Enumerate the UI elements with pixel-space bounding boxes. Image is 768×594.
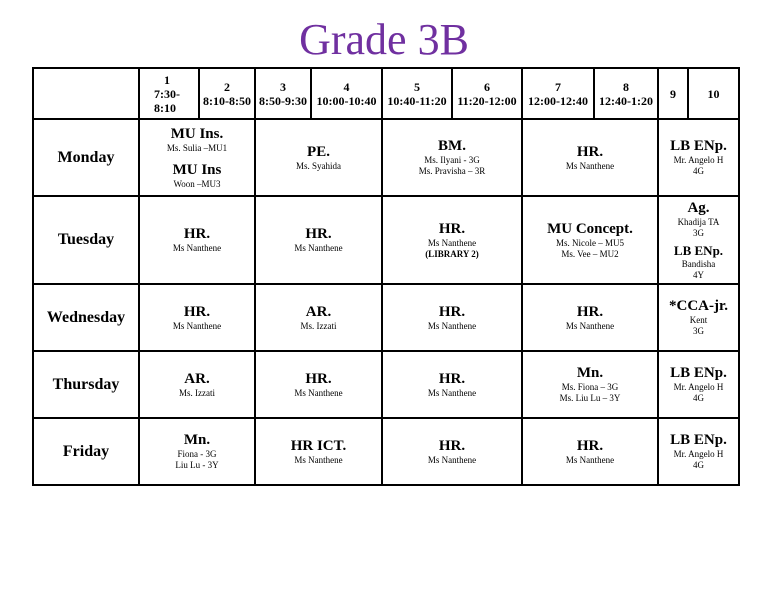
lesson-cell	[522, 418, 658, 485]
period-time: 8:10-8:50	[203, 93, 251, 108]
lesson-cell	[658, 418, 739, 485]
lesson-cell	[139, 351, 255, 418]
teacher: Ms Nanthene	[172, 243, 222, 253]
teacher: Ms. Izzati	[300, 320, 337, 331]
period-header	[382, 68, 452, 119]
subject: BM.	[438, 138, 466, 154]
subject: HR.	[438, 437, 466, 454]
lesson-cell	[382, 196, 522, 284]
teacher: Ms Nanthene	[427, 237, 477, 248]
subject: MU Concept.	[547, 220, 633, 237]
teacher: Kent	[689, 315, 708, 325]
period-number: 4	[343, 79, 350, 94]
teacher: Ms. Izzati	[179, 387, 215, 398]
period-header	[522, 68, 594, 119]
lesson-cell	[139, 119, 255, 196]
period-header	[688, 68, 739, 119]
table-row	[33, 418, 739, 485]
period-number: 8	[623, 79, 629, 94]
lesson-cell	[522, 119, 658, 196]
subject: LB ENp.	[673, 242, 724, 258]
period-number: 6	[484, 79, 490, 94]
table-row	[33, 119, 739, 196]
teacher: Ms Nanthene	[427, 387, 477, 398]
teacher: Ms Nanthene	[172, 320, 222, 331]
lesson-cell	[139, 418, 255, 485]
lesson-cell	[382, 284, 522, 351]
table-row	[33, 284, 739, 351]
subject: AR.	[184, 370, 210, 387]
period-number: 7	[555, 79, 561, 94]
subject: HR.	[305, 370, 332, 387]
day-label: Wednesday	[33, 284, 139, 351]
timetable	[32, 67, 740, 486]
day-label: Friday	[33, 418, 139, 485]
period-header	[139, 68, 199, 119]
period-time: 8:50-9:30	[259, 93, 307, 108]
lesson-cell	[658, 351, 739, 418]
day-label: Thursday	[33, 351, 139, 418]
teacher: Bandisha	[681, 258, 716, 269]
lesson-cell	[382, 418, 522, 485]
period-number: 3	[280, 79, 286, 94]
subject: HR.	[183, 226, 211, 242]
period-header	[452, 68, 522, 119]
lesson-cell	[139, 196, 255, 284]
period-time: 10:00-10:40	[316, 93, 377, 108]
period-number: 1	[164, 72, 170, 87]
period-number: 10	[707, 86, 720, 101]
period-time: 7:30-8:10	[154, 86, 180, 115]
lesson-cell	[255, 119, 382, 196]
teacher: Ms Nanthene	[294, 243, 343, 253]
teacher: Mr. Angelo H	[673, 382, 724, 392]
group: 3G	[693, 227, 704, 238]
teacher: Ms. Nicole – MU5	[556, 237, 624, 248]
teacher: Ms Nanthene	[294, 387, 343, 398]
period-header	[594, 68, 658, 119]
lesson-cell	[522, 351, 658, 418]
subject: HR.	[576, 303, 604, 320]
period-header	[255, 68, 311, 119]
subject: Ag.	[687, 199, 710, 216]
subject: MU Ins.	[170, 125, 224, 142]
lesson-cell	[255, 351, 382, 418]
teacher: Ms. Sulia –MU1	[166, 142, 228, 153]
period-number: 2	[224, 79, 230, 94]
lesson-cell	[658, 284, 739, 351]
teacher: Ms Nanthene	[565, 160, 615, 171]
day-label: Monday	[33, 119, 139, 196]
lesson-cell	[255, 418, 382, 485]
teacher: Ms. Fiona – 3G	[561, 382, 619, 392]
teacher: Woon –MU3	[173, 178, 221, 189]
subject: *CCA-jr.	[668, 298, 729, 314]
teacher: Ms. Ilyani - 3G	[424, 155, 480, 165]
teacher: Ms. Pravisha – 3R	[418, 166, 486, 176]
lesson-cell	[658, 196, 739, 284]
teacher: Liu Lu - 3Y	[175, 460, 219, 470]
teacher: Ms Nanthene	[427, 320, 477, 331]
subject: LB ENp.	[670, 432, 727, 448]
teacher: Ms Nanthene	[427, 454, 477, 465]
subject: HR.	[183, 303, 211, 320]
teacher: Ms. Liu Lu – 3Y	[559, 393, 621, 403]
group: 4G	[693, 393, 704, 403]
table-row	[33, 351, 739, 418]
header-row	[33, 68, 739, 119]
period-time: 11:20-12:00	[457, 93, 517, 108]
period-number: 5	[414, 79, 420, 94]
period-header	[658, 68, 688, 119]
period-header	[199, 68, 255, 119]
subject: PE.	[307, 143, 330, 160]
teacher: Ms. Syahida	[296, 160, 341, 171]
lesson-cell	[255, 196, 382, 284]
period-header	[311, 68, 382, 119]
teacher: Khadija TA	[677, 216, 720, 227]
lesson-note: (LIBRARY 2)	[425, 248, 479, 259]
subject: HR.	[438, 220, 466, 237]
group: 4Y	[693, 269, 704, 280]
page-title: Grade 3B	[299, 15, 469, 64]
lesson-cell	[382, 119, 522, 196]
subject: HR.	[576, 143, 604, 160]
lesson-cell	[139, 284, 255, 351]
teacher: Mr. Angelo H	[673, 155, 724, 165]
subject: MU Ins	[172, 161, 222, 178]
subject: HR.	[576, 437, 604, 454]
corner-cell	[33, 68, 139, 119]
period-time: 12:40-1:20	[599, 93, 653, 108]
group: 3G	[693, 326, 704, 336]
table-row	[33, 196, 739, 284]
subject: HR.	[438, 370, 466, 387]
teacher: Ms Nanthene	[565, 320, 615, 331]
subject: HR.	[305, 226, 332, 242]
lesson-cell	[522, 284, 658, 351]
period-number: 9	[670, 86, 676, 101]
teacher: Ms. Vee – MU2	[561, 248, 619, 259]
subject: LB ENp.	[670, 365, 727, 381]
teacher: Ms Nanthene	[294, 454, 343, 465]
lesson-cell	[522, 196, 658, 284]
teacher: Mr. Angelo H	[673, 449, 724, 459]
period-time: 10:40-11:20	[387, 93, 447, 108]
subject: AR.	[305, 303, 332, 320]
lesson-cell	[382, 351, 522, 418]
group: 4G	[693, 166, 704, 176]
subject: Mn.	[576, 365, 604, 381]
subject: LB ENp.	[670, 138, 727, 154]
subject: HR.	[438, 303, 466, 320]
teacher: Ms Nanthene	[565, 454, 615, 465]
subject: Mn.	[183, 432, 211, 448]
group: 4G	[693, 460, 704, 470]
teacher: Fiona - 3G	[177, 449, 217, 459]
lesson-cell	[255, 284, 382, 351]
period-time: 12:00-12:40	[528, 93, 588, 108]
subject: HR ICT.	[290, 437, 347, 454]
lesson-cell	[658, 119, 739, 196]
day-label: Tuesday	[33, 196, 139, 284]
